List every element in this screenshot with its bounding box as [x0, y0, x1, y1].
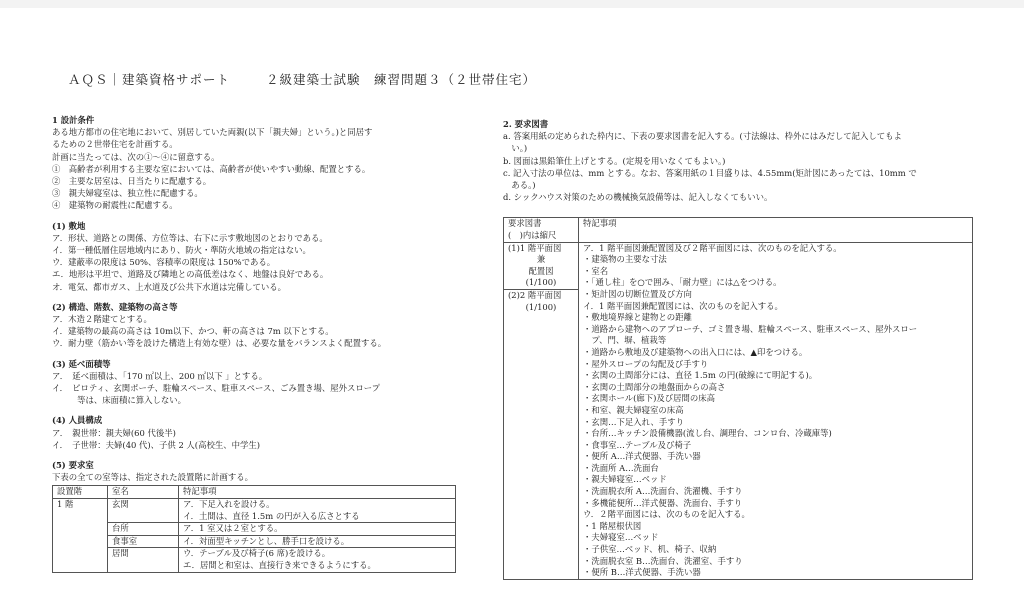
note-line: ウ．テーブル及び椅子(6 席)を設ける。 [183, 548, 331, 559]
text-line: 下表の全ての室等は、指定された設置階に計画する。 [52, 472, 253, 483]
drawing-name: 配置図 [528, 265, 554, 276]
note-line: ・玄関ホール(廊下)及び居間の床高 [583, 393, 715, 404]
drawings-cell [504, 242, 579, 579]
drawing-name: (1)1 階平面図 [508, 242, 562, 253]
text-line: イ． 子世帯：夫婦(40 代)、子供 2 人(高校生、中学生) [52, 439, 260, 450]
note-line: ・敷地境界線と建物との距離 [583, 312, 692, 323]
table-header-row [53, 486, 456, 499]
note-line: ア．1 階平面図兼配置図及び２階平面図には、次のものを記入する。 [583, 242, 842, 253]
table-row [53, 535, 456, 548]
table-header-row [504, 218, 973, 242]
text-line: エ．地形は平坦で、道路及び隣地との高低差はなく、地盤は良好である。 [52, 269, 329, 280]
site-title: (1) 敷地 [52, 220, 86, 231]
text-line: ア． 延べ面積は、「170 ㎡以上、200 ㎡以下 」とする。 [52, 370, 268, 381]
exam-title: ２級建築士試験 練習問題３（２世帯住宅） [266, 72, 537, 87]
required-drawings-section [503, 118, 973, 203]
text-line: ある地方都市の住宅地において、別居していた両親(以下「親夫婦」という。)と同居す [52, 127, 373, 138]
floor-cell: 1 階 [53, 499, 108, 573]
text-line: d. シックハウス対策のための機械換気設備等は、記入しなくてもいい。 [503, 192, 773, 203]
text-line: い。) [503, 143, 528, 154]
note-line: ・玄関…下足入れ、手すり [583, 416, 685, 427]
design-conditions-section [52, 114, 457, 212]
required-rooms-title: (5) 要求室 [52, 460, 94, 471]
site-section [52, 220, 457, 293]
text-line: ア． 親世帯：親夫婦(60 代後半) [52, 427, 176, 438]
header-notes: 特記事項 [179, 486, 456, 499]
note-line: ・食事室…テーブル及び椅子 [583, 439, 692, 450]
structure-section [52, 301, 457, 350]
text-line: 計画に当たっては、次の①～④に留意する。 [52, 151, 220, 162]
note-line: エ．居間と和室は、直接行き来できるようにする。 [183, 560, 376, 571]
notes-cell [179, 548, 456, 572]
note-line: ・台所…キッチン設備機器(流し台、調理台、コンロ台、冷蔵庫等) [583, 428, 832, 439]
text-line: ウ．耐力壁（筋かい等を設けた構造上有効な壁）は、必要な量をバランスよく配置する。 [52, 338, 387, 349]
text-line: イ． ピロティ、玄関ポーチ、駐輪スペース、駐車スペース、ごみ置き場、屋外スロープ [52, 383, 381, 394]
room-cell: 台所 [108, 523, 179, 536]
structure-title: (2) 構造、階数、建築物の高さ等 [52, 301, 178, 312]
drawing-scale: (1/100) [525, 301, 557, 312]
header-floor: 設置階 [53, 486, 108, 499]
table-row [53, 548, 456, 572]
note-line: ・多機能便所…洋式便器、洗面台、手すり [583, 497, 743, 508]
room-cell: 食事室 [108, 535, 179, 548]
note-line: ウ．２階平面図には、次のものを記入する。 [583, 509, 750, 520]
text-line: るための２世帯住宅を計画する。 [52, 139, 178, 150]
document-header [68, 70, 536, 88]
text-line: オ．電気、都市ガス、上水道及び公共下水道は完備している。 [52, 281, 286, 292]
note-line: ・室名 [583, 265, 609, 276]
note-line: ・洗面脱衣所 A…洗面台、洗濯機、手すり [583, 486, 743, 497]
note-line: ・道路から建物へのアプローチ、ゴミ置き場、駐輪スペース、駐車スペース、屋外スロー [583, 323, 918, 334]
floor-area-section [52, 358, 457, 407]
right-column [503, 118, 973, 580]
note-line: ・和室、親夫婦寝室の床高 [583, 404, 684, 415]
text-line: ある。) [503, 180, 536, 191]
note-line: イ．1 階平面図兼配置図には、次のものを記入する。 [583, 300, 783, 311]
note-line: ・洗面脱衣室 B…洗面台、洗濯室、手すり [583, 555, 743, 566]
text-line: ア．形状、道路との関係、方位等は、右下に示す敷地図のとおりである。 [52, 232, 328, 243]
note-line: ・玄関の土間部分の地盤面からの高さ [583, 381, 726, 392]
notes-cell [179, 499, 456, 523]
text-line: ア．木造２階建てとする。 [52, 314, 152, 325]
header-scale-note: ( )内は縮尺 [508, 230, 557, 241]
room-cell: 玄関 [108, 499, 179, 523]
note-line: ・便所 A…洋式便器、手洗い器 [583, 451, 701, 462]
note-line: ・1 階屋根伏図 [583, 520, 642, 531]
document-top-edge [0, 0, 1024, 8]
note-line: ・洗面所 A…洗面台 [583, 462, 659, 473]
note-line: プ、門、塀、植栽等 [583, 335, 667, 346]
note-line: ・道路から敷地及び建築物への出入口には、▲印をつける。 [583, 346, 808, 357]
header-notes: 特記事項 [579, 218, 973, 242]
text-line: c. 記入寸法の単位は、mm とする。なお、答案用紙の１目盛りは、4.55mm(矩計図にあったては、10mm で [503, 167, 917, 178]
header-drawings [504, 218, 579, 242]
text-line: ② 主要な居室は、日当たりに配慮する。 [52, 176, 212, 187]
table-row [504, 242, 973, 579]
required-drawings-title: 2. 要求図書 [503, 119, 549, 129]
text-line: b. 図面は黒鉛筆仕上げとする。(定規を用いなくてもよい。) [503, 155, 726, 166]
text-line: イ．第一種低層住居地域内にあり、防火・準防火地域の指定はない。 [52, 245, 311, 256]
drawing-scale: (1/100) [525, 277, 557, 288]
text-line: 等は、床面積に算入しない。 [52, 395, 186, 406]
org-name: ＡＱＳ｜建築資格サポート [68, 72, 231, 87]
left-column [52, 114, 457, 573]
drawing-name: 兼 [536, 254, 546, 265]
text-line: ④ 建築物の耐震性に配慮する。 [52, 200, 178, 211]
note-line: ・便所 B…洋式便器、手洗い器 [583, 567, 701, 578]
notes-cell: ア．1 室又は２室とする。 [179, 523, 456, 536]
table-row [53, 523, 456, 536]
required-rooms-table [52, 485, 456, 572]
note-line: ・矩計図の切断位置及び方向 [583, 288, 692, 299]
floor-area-title: (3) 延べ面積等 [52, 358, 111, 369]
text-line: イ．建築物の最高の高さは 10m以下、かつ、軒の高さは 7m 以下とする。 [52, 326, 334, 337]
note-line: イ．土間は、直径 1.5m の円が入る広さとする [183, 510, 360, 521]
header-drawings-label: 要求図書 [508, 218, 542, 229]
room-cell: 居間 [108, 548, 179, 572]
note-line: ・玄関の土間部分には、直径 1.5m の円(破線にて明記する)。 [583, 370, 818, 381]
note-line: ア．下足入れを設ける。 [183, 499, 275, 510]
notes-cell [579, 242, 973, 579]
note-line: ・屋外スロープの勾配及び手すり [583, 358, 709, 369]
notes-cell: イ．対面型キッチンとし、勝手口を設ける。 [179, 535, 456, 548]
design-conditions-title: 1 設計条件 [52, 115, 95, 125]
note-line: ・夫婦寝室…ベッド [583, 532, 659, 543]
text-line: ウ．建蔽率の限度は 50%、容積率の限度は 150%である。 [52, 257, 276, 268]
header-room: 室名 [108, 486, 179, 499]
note-line: ・子供室…ベッド、机、椅子、収納 [583, 544, 717, 555]
household-title: (4) 人員構成 [52, 415, 103, 426]
table-row [53, 499, 456, 523]
required-drawings-table [503, 217, 973, 579]
note-line: ・建築物の主要な寸法 [583, 254, 667, 265]
household-section [52, 414, 457, 451]
note-line: ・「通し柱」を○で囲み、「耐力壁」には△をつける。 [583, 277, 782, 288]
text-line: ③ 親夫婦寝室は、独立性に配慮する。 [52, 188, 203, 199]
drawing-name: (2)2 階平面図 [504, 289, 578, 302]
text-line: ① 高齢者が利用する主要な室においては、高齢者が使いやすい動線、配置とする。 [52, 163, 371, 174]
note-line: ・親夫婦寝室…ベッド [583, 474, 667, 485]
text-line: a. 答案用紙の定められた枠内に、下表の要求図書を記入する。(寸法線は、枠外にはみだして記入してもよ [503, 131, 902, 142]
required-rooms-section [52, 459, 457, 573]
